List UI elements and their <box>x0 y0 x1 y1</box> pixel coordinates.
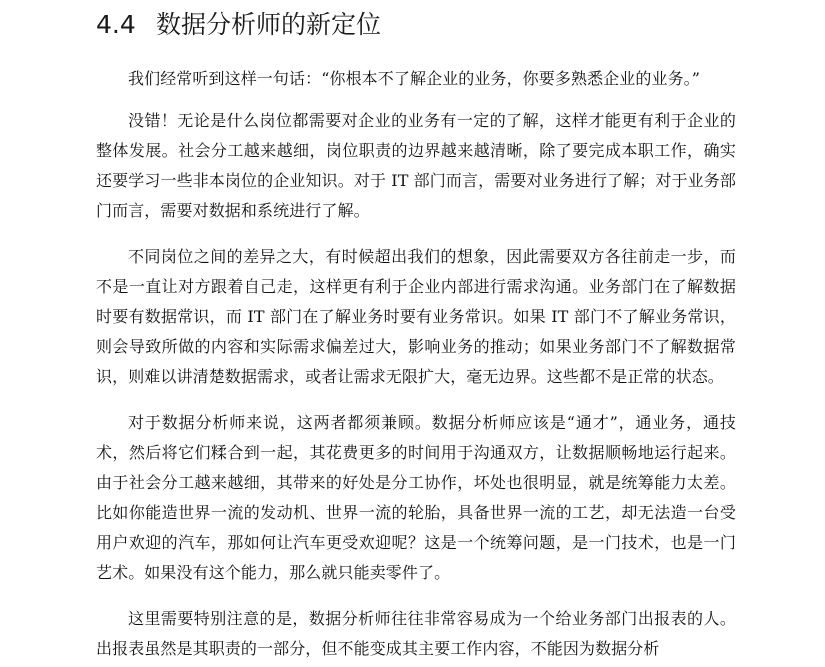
paragraph-2: 没错！无论是什么岗位都需要对企业的业务有一定的了解，这样才能更有利于企业的整体发展。社会分工越来越细，岗位职责的边界越来越清晰，除了要完成本职工作，确实还要学习一些非本岗位的企业知识。对于 IT 部门而言，需要对业务进行了解；对于业务部门而言，需要对数据和系统进行了解。 <box>96 111 736 220</box>
paragraph-4: 对于数据分析师来说，这两者都须兼顾。数据分析师应该是“通才”，通业务，通技术，然后将它们糅合到一起，其花费更多的时间用于沟通双方，让数据顺畅地运行起来。由于社会分工越来越细，其带来的好处是分工协作，坏处也很明显，就是统筹能力太差。比如你能造世界一流的发动机、世界一流的轮胎，具备世界一流的工艺，却无法造一台受用户欢迎的汽车，那如何让汽车更受欢迎呢？这是一个统筹问题，是一门技术，也是一门艺术。如果没有这个能力，那么就只能卖零件了。 <box>96 413 736 582</box>
section-number: 4.4 <box>96 10 136 39</box>
section-heading <box>96 8 381 42</box>
section-title: 数据分析师的新定位 <box>156 10 382 39</box>
paragraph-1: 我们经常听到这样一句话：“你根本不了解企业的业务，你要多熟悉企业的业务。” <box>128 69 701 88</box>
paragraph-5: 这里需要特别注意的是，数据分析师往往非常容易成为一个给业务部门出报表的人。出报表虽然是其职责的一部分，但不能变成其主要工作内容，不能因为数据分析 <box>96 609 736 658</box>
body-text <box>96 64 736 667</box>
paragraph-3: 不同岗位之间的差异之大，有时候超出我们的想象，因此需要双方各往前走一步，而不是一直让对方跟着自己走，这样更有利于企业内部进行需求沟通。业务部门在了解数据时要有数据常识，而 IT 部门在了解业务时要有业务常识。如果 IT 部门不了解业务常识，则会导致所做的内容和实际需求偏差过大，影响业务的推动；如果业务部门不了解数据常识，则难以讲清楚数据需求，或者让需求无限扩大，毫无边界。这些都不是正常的状态。 <box>96 247 736 386</box>
